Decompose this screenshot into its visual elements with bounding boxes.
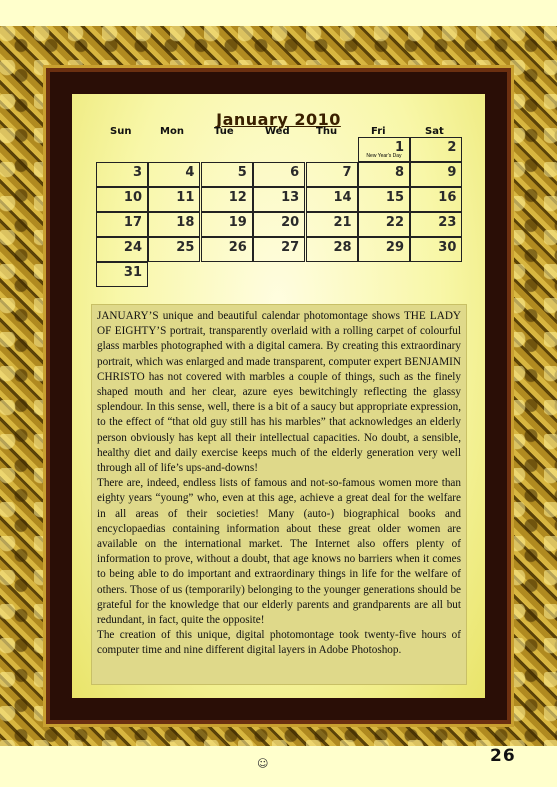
calendar-day [306, 187, 358, 212]
calendar-day [410, 187, 462, 212]
day-number: 26 [228, 240, 247, 255]
article-paragraph: There are, indeed, endless lists of famous and not-so-famous women more than eighty years “young” who, even at this age, achieve a great deal for the welfare in all areas of their societies! Many (auto-) biographical books and encyclopaedias containing information about these great older women are available on the international market. The Internet also offers plenty of information to prove, without a doubt, that age knows no barriers when it comes to being able to do important and extraordinary things in life for the welfare of others. Those of us (temporarily) belonging to the younger generations should be grateful for the knowledge that our elderly parents and grandparents are all but redundant, in fact, quite the opposite! [97, 477, 461, 627]
day-number: 12 [228, 190, 247, 205]
article-text [91, 304, 467, 685]
calendar-day [148, 237, 200, 262]
calendar-day [410, 237, 462, 262]
calendar-day [253, 237, 305, 262]
calendar-day [358, 212, 410, 237]
weekday-label: Sat [425, 126, 444, 137]
calendar-day [253, 212, 305, 237]
smiley-icon: ☺ [257, 757, 269, 770]
day-number: 5 [237, 165, 247, 180]
calendar-day [148, 162, 200, 187]
weekday-label: Mon [160, 126, 184, 137]
calendar-day [96, 162, 148, 187]
day-number: 20 [281, 215, 300, 230]
calendar-day [201, 212, 253, 237]
day-number: 19 [228, 215, 247, 230]
weekday-label: Fri [371, 126, 386, 137]
article-paragraph: The creation of this unique, digital photomontage took twenty-five hours of computer time and nine different digital layers in Adobe Photoshop. [97, 629, 461, 657]
calendar-grid [96, 137, 463, 285]
calendar-day [96, 237, 148, 262]
weekday-label: Sun [110, 126, 132, 137]
day-number: 16 [438, 190, 457, 205]
page-number: 26 [490, 746, 516, 766]
calendar-day [358, 162, 410, 187]
day-number: 1 [394, 140, 404, 155]
day-number: 3 [132, 165, 142, 180]
calendar-day [358, 137, 410, 162]
day-number: 30 [438, 240, 457, 255]
day-number: 6 [290, 165, 300, 180]
calendar-day [201, 187, 253, 212]
day-number: 31 [123, 265, 142, 280]
calendar-day [306, 162, 358, 187]
weekday-label: Tue [214, 126, 234, 137]
calendar-day [410, 212, 462, 237]
day-number: 10 [123, 190, 142, 205]
day-number: 15 [385, 190, 404, 205]
day-number: 17 [123, 215, 142, 230]
day-number: 22 [385, 215, 404, 230]
day-number: 8 [394, 165, 404, 180]
calendar-day [306, 237, 358, 262]
day-number: 14 [333, 190, 352, 205]
calendar-day [201, 162, 253, 187]
day-number: 18 [176, 215, 195, 230]
calendar-day [96, 187, 148, 212]
calendar-day [306, 212, 358, 237]
day-number: 13 [281, 190, 300, 205]
day-number: 21 [333, 215, 352, 230]
calendar-day [253, 187, 305, 212]
day-number: 29 [385, 240, 404, 255]
holiday-note: New Year's Day [366, 153, 402, 159]
day-number: 7 [342, 165, 352, 180]
calendar-day [96, 262, 148, 287]
day-number: 11 [176, 190, 195, 205]
day-number: 9 [447, 165, 457, 180]
calendar-day [358, 237, 410, 262]
calendar-day [410, 137, 462, 162]
calendar-day [148, 187, 200, 212]
weekday-label: Thu [316, 126, 338, 137]
weekday-label: Wed [265, 126, 290, 137]
calendar-day [201, 237, 253, 262]
calendar-title: January 2010 [216, 110, 341, 129]
day-number: 4 [185, 165, 195, 180]
day-number: 23 [438, 215, 457, 230]
day-number: 25 [176, 240, 195, 255]
calendar-day [410, 162, 462, 187]
calendar-day [148, 212, 200, 237]
day-number: 2 [447, 140, 457, 155]
calendar-day [253, 162, 305, 187]
day-number: 24 [123, 240, 142, 255]
calendar-day [358, 187, 410, 212]
day-number: 27 [281, 240, 300, 255]
article-paragraph: JANUARY’S unique and beautiful calendar photomontage shows THE LADY OF EIGHTY’S portrait, transparently overlaid with a rolling carpet of colourful glass marbles photographed with a digital camera. By creating this extraordinary portrait, which was enlarged and made transparent, computer expert BENJAMIN CHRISTO has not covered with marbles a couple of things, such as the finely shaped mouth and her clear, azure eyes bewitchingly reflecting the glassy splendour. In this sense, well, there is a bit of a saucy but appropriate expression, to the effect of “that old guy still has his marbles” that acknowledges an elderly person obviously has kept all their intellectual capacities. No doubt, a sensible, healthy diet and daily exercise keeps much of the elderly generation very well through all of life’s ups-and-downs! [97, 310, 461, 475]
calendar-day [96, 212, 148, 237]
day-number: 28 [333, 240, 352, 255]
